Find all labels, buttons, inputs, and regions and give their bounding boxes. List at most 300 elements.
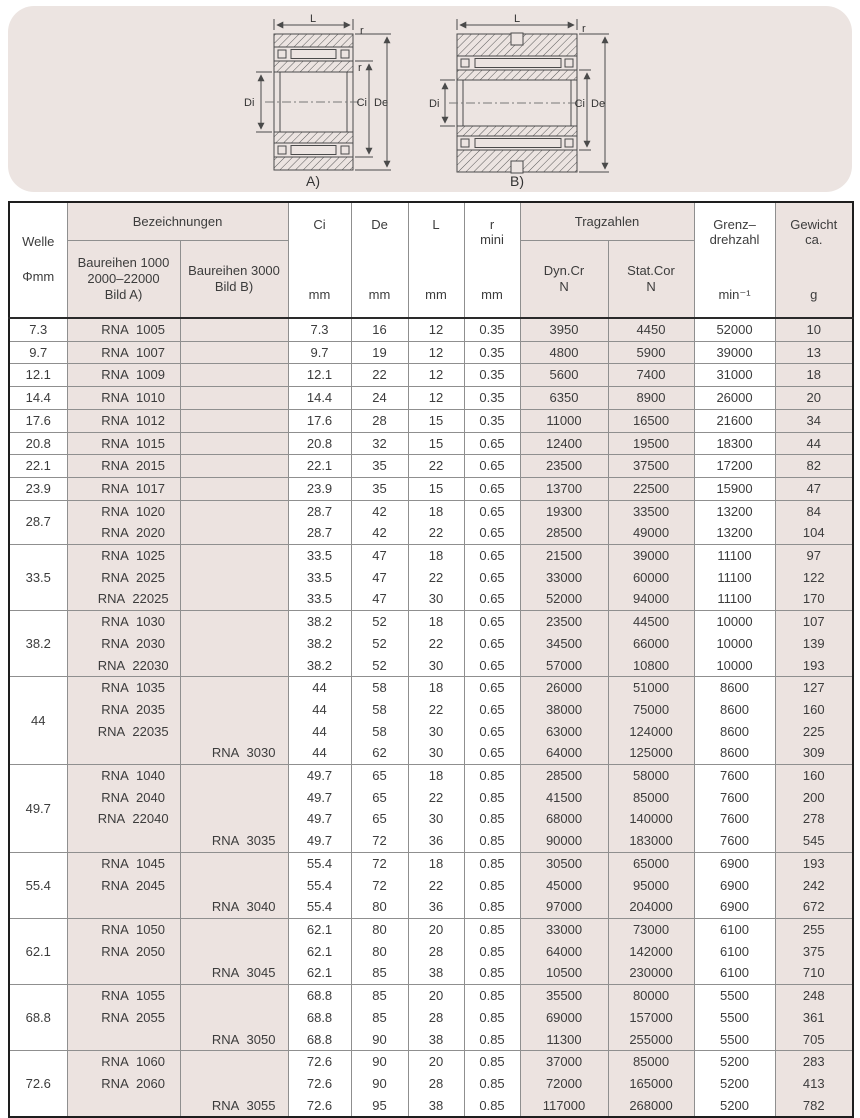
gewicht-cell: 705 [775, 1029, 853, 1051]
col-header-dyn-cr [520, 241, 608, 319]
gewicht-cell: 18 [775, 364, 853, 387]
ci-cell: 68.8 [288, 1007, 351, 1029]
col-header-stat-cor [608, 241, 694, 319]
grenzdrehzahl-cell: 17200 [694, 455, 775, 478]
gewicht-cell: 710 [775, 962, 853, 984]
dyn-cr-cell: 64000 [520, 941, 608, 963]
table-row [9, 765, 853, 787]
grenzdrehzahl-cell: 7600 [694, 830, 775, 852]
table-body [9, 318, 853, 1117]
col-header-welle [9, 202, 67, 318]
designation-a-cell [67, 1095, 180, 1118]
l-cell: 30 [408, 721, 464, 743]
stat-cor-cell: 5900 [608, 341, 694, 364]
designation-brand: RNA [101, 480, 129, 496]
stat-cor-cell: 33500 [608, 500, 694, 522]
designation-a-cell [67, 1007, 180, 1029]
grenzdrehzahl-cell: 8600 [694, 742, 775, 764]
designation-brand: RNA [97, 591, 126, 607]
ci-cell: 44 [288, 721, 351, 743]
figure-label-a: A) [306, 173, 320, 189]
l-cell: 28 [408, 1007, 464, 1029]
gewicht-cell: 193 [775, 655, 853, 677]
designation-number: 2015 [136, 458, 165, 474]
de-cell: 90 [351, 1073, 408, 1095]
stat-cor-cell: 7400 [608, 364, 694, 387]
designation-brand: RNA [101, 1054, 129, 1070]
stat-cor-cell: 157000 [608, 1007, 694, 1029]
ci-cell: 7.3 [288, 318, 351, 341]
ci-cell: 28.7 [288, 500, 351, 522]
welle-cell: 68.8 [9, 985, 67, 1051]
welle-cell: 20.8 [9, 432, 67, 455]
table-row [9, 409, 853, 432]
r-mini-cell: 0.85 [464, 1051, 520, 1073]
gewicht-cell: 160 [775, 699, 853, 721]
table-row [9, 387, 853, 410]
designation-b-cell [180, 875, 288, 897]
r-mini-cell: 0.65 [464, 432, 520, 455]
designation-number: 3050 [246, 1031, 276, 1047]
gewicht-cell: 283 [775, 1051, 853, 1073]
gewicht-cell: 170 [775, 588, 853, 610]
dyn-cr-cell: 45000 [520, 875, 608, 897]
designation-brand: RNA [101, 635, 129, 651]
de-unit: mm [368, 286, 391, 302]
l-cell: 38 [408, 1029, 464, 1051]
r-mini-cell: 0.65 [464, 455, 520, 478]
de-cell: 90 [351, 1051, 408, 1073]
r-mini-cell: 0.85 [464, 765, 520, 787]
designation-brand: RNA [101, 614, 129, 630]
designation-a-cell [67, 655, 180, 677]
gewicht-cell: 413 [775, 1073, 853, 1095]
designation-b-cell [180, 1095, 288, 1118]
table-row [9, 742, 853, 764]
designation-brand: RNA [101, 525, 129, 541]
designation-a-cell [67, 477, 180, 500]
l-cell: 22 [408, 455, 464, 478]
l-cell: 15 [408, 409, 464, 432]
gewicht-cell: 248 [775, 985, 853, 1007]
dyn-cr-cell: 38000 [520, 699, 608, 721]
l-cell: 12 [408, 387, 464, 410]
designation-a-cell [67, 875, 180, 897]
dyn-cr-cell: 23500 [520, 611, 608, 633]
l-cell: 18 [408, 852, 464, 874]
r-mini-cell: 0.65 [464, 522, 520, 544]
gewicht-cell: 672 [775, 896, 853, 918]
ci-cell: 55.4 [288, 852, 351, 874]
r-mini-cell: 0.85 [464, 1029, 520, 1051]
de-cell: 24 [351, 387, 408, 410]
ci-cell: 12.1 [288, 364, 351, 387]
designation-a-cell [67, 364, 180, 387]
l-cell: 36 [408, 830, 464, 852]
gewicht-cell: 84 [775, 500, 853, 522]
l-cell: 22 [408, 633, 464, 655]
designation-number: 1040 [136, 768, 165, 784]
table-row [9, 852, 853, 874]
ci-cell: 72.6 [288, 1051, 351, 1073]
designation-brand: RNA [97, 723, 126, 739]
designation-b-cell [180, 522, 288, 544]
designation-b-cell [180, 787, 288, 809]
designation-number: 1045 [136, 855, 165, 871]
designation-brand: RNA [101, 680, 129, 696]
r-mini-cell: 0.85 [464, 1073, 520, 1095]
table-row [9, 941, 853, 963]
de-cell: 65 [351, 808, 408, 830]
grenzdrehzahl-cell: 7600 [694, 765, 775, 787]
designation-b-cell [180, 432, 288, 455]
r-mini-cell: 0.65 [464, 633, 520, 655]
designation-brand: RNA [101, 435, 129, 451]
stat-cor-cell: 51000 [608, 677, 694, 699]
designation-number: 1030 [136, 614, 165, 630]
table-row [9, 1029, 853, 1051]
gewicht-cell: 47 [775, 477, 853, 500]
gewicht-cell: 20 [775, 387, 853, 410]
stat-cor-cell: 65000 [608, 852, 694, 874]
welle-cell: 17.6 [9, 409, 67, 432]
ci-cell: 55.4 [288, 875, 351, 897]
dim-label-de: De [591, 98, 606, 110]
dyn-cr-cell: 28500 [520, 522, 608, 544]
designation-a-cell [67, 962, 180, 984]
designation-a-cell [67, 852, 180, 874]
grenz-unit: min⁻¹ [718, 286, 751, 302]
grenzdrehzahl-cell: 5500 [694, 985, 775, 1007]
r-unit: mm [481, 286, 503, 302]
de-cell: 58 [351, 721, 408, 743]
l-cell: 22 [408, 522, 464, 544]
designation-number: 3035 [246, 833, 276, 849]
ci-cell: 49.7 [288, 787, 351, 809]
grenzdrehzahl-cell: 13200 [694, 500, 775, 522]
table-row [9, 633, 853, 655]
l-cell: 38 [408, 962, 464, 984]
stat-cor-cell: 124000 [608, 721, 694, 743]
l-cell: 20 [408, 985, 464, 1007]
ci-cell: 72.6 [288, 1073, 351, 1095]
designation-b-cell [180, 918, 288, 940]
table-row [9, 677, 853, 699]
designation-brand: RNA [101, 701, 129, 717]
col-header-baureihe-b [180, 241, 288, 319]
de-cell: 52 [351, 611, 408, 633]
r-mini-cell: 0.85 [464, 985, 520, 1007]
designation-brand: RNA [101, 322, 129, 337]
stat-cor-cell: 37500 [608, 455, 694, 478]
designation-number: 2055 [136, 1009, 165, 1025]
grenzdrehzahl-cell: 11100 [694, 588, 775, 610]
designation-number: 1015 [136, 435, 165, 451]
grenzdrehzahl-cell: 8600 [694, 677, 775, 699]
designation-b-cell [180, 477, 288, 500]
stat-cor-cell: 140000 [608, 808, 694, 830]
bearing-spec-table [8, 201, 854, 1118]
stat-cor-cell: 80000 [608, 985, 694, 1007]
designation-b-cell [180, 341, 288, 364]
designation-a-cell [67, 1073, 180, 1095]
ci-cell: 49.7 [288, 808, 351, 830]
designation-a-cell [67, 918, 180, 940]
ci-cell: 38.2 [288, 633, 351, 655]
welle-cell: 55.4 [9, 852, 67, 918]
baureihe-b-2: Bild B) [214, 279, 254, 294]
de-cell: 95 [351, 1095, 408, 1118]
l-cell: 30 [408, 588, 464, 610]
de-cell: 35 [351, 455, 408, 478]
designation-a-cell [67, 830, 180, 852]
stat-cor-unit: N [646, 279, 656, 294]
dyn-cr-cell: 4800 [520, 341, 608, 364]
welle-cell: 28.7 [9, 500, 67, 544]
col-header-de [351, 202, 408, 318]
designation-a-cell [67, 318, 180, 341]
drawing-panel [8, 6, 852, 192]
stat-cor-cell: 268000 [608, 1095, 694, 1118]
designation-number: 1012 [136, 412, 165, 428]
ci-cell: 17.6 [288, 409, 351, 432]
stat-cor-cell: 165000 [608, 1073, 694, 1095]
gewicht-cell: 160 [775, 765, 853, 787]
gewicht-cell: 10 [775, 318, 853, 341]
dyn-cr-cell: 11300 [520, 1029, 608, 1051]
designation-brand: RNA [101, 1075, 129, 1091]
l-cell: 12 [408, 364, 464, 387]
de-cell: 22 [351, 364, 408, 387]
welle-cell: 12.1 [9, 364, 67, 387]
dyn-cr-cell: 13700 [520, 477, 608, 500]
table-row [9, 1073, 853, 1095]
ci-cell: 68.8 [288, 985, 351, 1007]
l-cell: 22 [408, 787, 464, 809]
r-mini-cell: 0.65 [464, 721, 520, 743]
designation-a-cell [67, 522, 180, 544]
gewicht-cell: 375 [775, 941, 853, 963]
col-header-bezeichnungen: Bezeichnungen [67, 202, 288, 241]
l-cell: 15 [408, 477, 464, 500]
de-cell: 42 [351, 522, 408, 544]
designation-b-cell [180, 677, 288, 699]
designation-b-cell [180, 500, 288, 522]
r-mini-cell: 0.85 [464, 1095, 520, 1118]
table-row [9, 721, 853, 743]
stat-cor-cell: 85000 [608, 787, 694, 809]
de-cell: 65 [351, 787, 408, 809]
designation-a-cell [67, 941, 180, 963]
stat-cor-cell: 230000 [608, 962, 694, 984]
l-cell: 36 [408, 896, 464, 918]
welle-cell: 23.9 [9, 477, 67, 500]
designation-number: 1010 [136, 390, 165, 406]
ci-cell: 33.5 [288, 567, 351, 589]
stat-cor-cell: 73000 [608, 918, 694, 940]
stat-cor-cell: 94000 [608, 588, 694, 610]
dyn-cr-cell: 41500 [520, 787, 608, 809]
dyn-cr-cell: 12400 [520, 432, 608, 455]
grenzdrehzahl-cell: 6900 [694, 875, 775, 897]
r-mini-cell: 0.65 [464, 588, 520, 610]
de-cell: 52 [351, 655, 408, 677]
ci-cell: 68.8 [288, 1029, 351, 1051]
l-cell: 22 [408, 567, 464, 589]
designation-brand: RNA [211, 745, 240, 761]
ci-cell: 44 [288, 742, 351, 764]
grenzdrehzahl-cell: 6100 [694, 962, 775, 984]
gewicht-cell: 97 [775, 545, 853, 567]
dyn-cr-cell: 10500 [520, 962, 608, 984]
welle-cell: 33.5 [9, 545, 67, 611]
header-row-1 [9, 202, 853, 241]
grenzdrehzahl-cell: 21600 [694, 409, 775, 432]
welle-cell: 44 [9, 677, 67, 765]
l-cell: 18 [408, 765, 464, 787]
l-cell: 18 [408, 500, 464, 522]
table-row [9, 918, 853, 940]
designation-b-cell [180, 962, 288, 984]
dyn-cr-cell: 68000 [520, 808, 608, 830]
ci-cell: 62.1 [288, 918, 351, 940]
designation-b-cell [180, 387, 288, 410]
l-cell: 15 [408, 432, 464, 455]
grenzdrehzahl-cell: 10000 [694, 655, 775, 677]
r-mini-cell: 0.85 [464, 962, 520, 984]
r-mini-cell: 0.35 [464, 387, 520, 410]
designation-a-cell [67, 1051, 180, 1073]
table-row [9, 896, 853, 918]
designation-number: 1017 [136, 480, 165, 496]
dyn-cr-cell: 26000 [520, 677, 608, 699]
r-mini-cell: 0.65 [464, 655, 520, 677]
dyn-cr-cell: 30500 [520, 852, 608, 874]
designation-number: 3030 [246, 745, 276, 761]
ci-cell: 62.1 [288, 962, 351, 984]
de-cell: 47 [351, 588, 408, 610]
welle-cell: 38.2 [9, 611, 67, 677]
r-mini-cell: 0.85 [464, 896, 520, 918]
ci-cell: 33.5 [288, 588, 351, 610]
l-cell: 28 [408, 1073, 464, 1095]
stat-cor-cell: 85000 [608, 1051, 694, 1073]
bearing-cross-section-a [241, 14, 401, 190]
dyn-cr-cell: 52000 [520, 588, 608, 610]
table-row [9, 1051, 853, 1073]
baureihe-a-1: Baureihen 1000 [77, 255, 170, 270]
de-cell: 35 [351, 477, 408, 500]
table-row [9, 588, 853, 610]
stat-cor-cell: 125000 [608, 742, 694, 764]
de-cell: 80 [351, 918, 408, 940]
table-row [9, 477, 853, 500]
designation-brand: RNA [211, 1031, 240, 1047]
ci-cell: 20.8 [288, 432, 351, 455]
stat-cor-cell: 10800 [608, 655, 694, 677]
l-cell: 18 [408, 611, 464, 633]
dim-label-ci: Ci [356, 97, 367, 109]
designation-brand: RNA [101, 503, 129, 519]
table-row [9, 567, 853, 589]
l-cell: 38 [408, 1095, 464, 1118]
designation-a-cell [67, 633, 180, 655]
de-cell: 90 [351, 1029, 408, 1051]
l-cell: 22 [408, 699, 464, 721]
table-row [9, 341, 853, 364]
stat-cor-cell: 75000 [608, 699, 694, 721]
designation-number: 2060 [136, 1075, 165, 1091]
gewicht-cell: 13 [775, 341, 853, 364]
ci-cell: 62.1 [288, 941, 351, 963]
stat-cor-cell: 204000 [608, 896, 694, 918]
de-cell: 42 [351, 500, 408, 522]
welle-cell: 9.7 [9, 341, 67, 364]
dim-label-l: L [513, 14, 521, 25]
designation-a-cell [67, 611, 180, 633]
designation-number: 2020 [136, 525, 165, 541]
stat-cor-cell: 255000 [608, 1029, 694, 1051]
designation-b-cell [180, 1051, 288, 1073]
r-mini-cell: 0.65 [464, 545, 520, 567]
r-mini-cell: 0.85 [464, 1007, 520, 1029]
de-cell: 16 [351, 318, 408, 341]
grenzdrehzahl-cell: 5200 [694, 1073, 775, 1095]
gewicht-cell: 782 [775, 1095, 853, 1118]
designation-b-cell [180, 364, 288, 387]
designation-brand: RNA [101, 344, 129, 360]
designation-number: 3055 [246, 1097, 276, 1113]
gewicht-cell: 361 [775, 1007, 853, 1029]
table-row [9, 500, 853, 522]
welle-cell: 62.1 [9, 918, 67, 984]
designation-a-cell [67, 545, 180, 567]
gewicht-cell: 309 [775, 742, 853, 764]
stat-cor-cell: 44500 [608, 611, 694, 633]
dim-label-di: Di [429, 98, 440, 110]
r-mini-cell: 0.65 [464, 611, 520, 633]
de-cell: 72 [351, 875, 408, 897]
welle-unit: Φmm [22, 269, 55, 284]
grenzdrehzahl-cell: 5200 [694, 1051, 775, 1073]
r-mini-cell: 0.35 [464, 341, 520, 364]
designation-brand: RNA [101, 390, 129, 406]
dyn-cr-cell: 37000 [520, 1051, 608, 1073]
designation-number: 2030 [136, 635, 165, 651]
grenzdrehzahl-cell: 52000 [694, 318, 775, 341]
r-mini-cell: 0.65 [464, 677, 520, 699]
l-cell: 20 [408, 918, 464, 940]
dyn-cr-cell: 21500 [520, 545, 608, 567]
l-cell: 30 [408, 742, 464, 764]
grenzdrehzahl-cell: 7600 [694, 808, 775, 830]
ci-cell: 49.7 [288, 830, 351, 852]
table-row [9, 432, 853, 455]
designation-a-cell [67, 896, 180, 918]
dim-label-r: r [358, 62, 362, 74]
designation-brand: RNA [101, 458, 129, 474]
welle-cell: 49.7 [9, 765, 67, 853]
gewicht-cell: 278 [775, 808, 853, 830]
welle-cell: 22.1 [9, 455, 67, 478]
l-cell: 30 [408, 655, 464, 677]
r-mini-cell: 0.85 [464, 918, 520, 940]
dim-label-de: De [374, 97, 389, 109]
designation-brand: RNA [97, 657, 126, 673]
table-row [9, 522, 853, 544]
de-cell: 47 [351, 567, 408, 589]
designation-brand: RNA [211, 1097, 240, 1113]
